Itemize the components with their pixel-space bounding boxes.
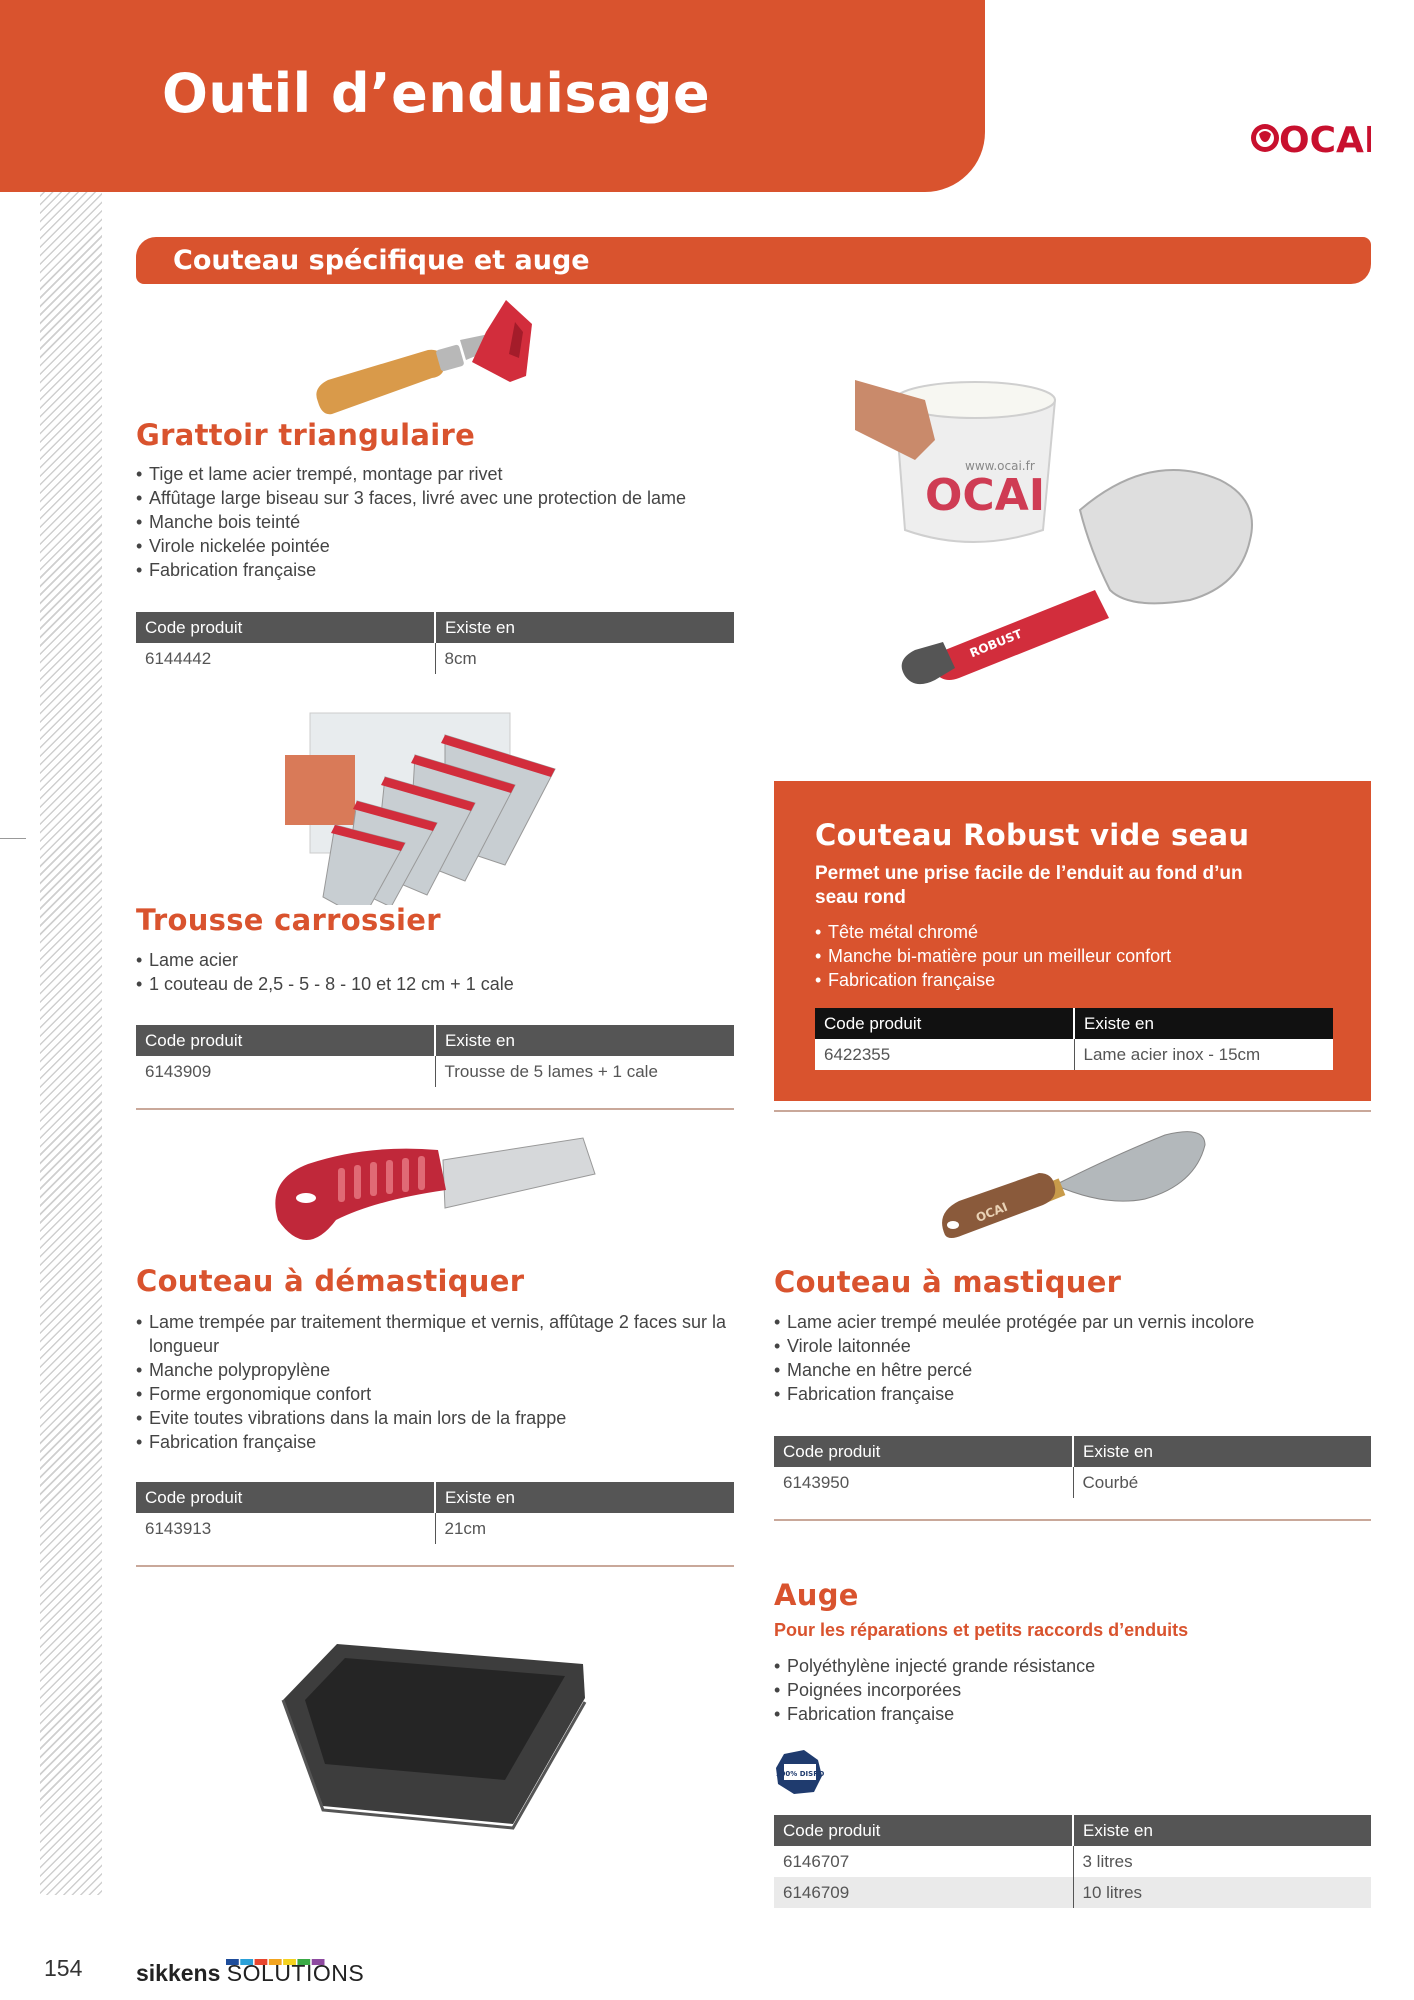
feature-item: • Lame acier [136,948,736,972]
existe-header: Existe en [1073,1815,1371,1846]
code-header: Code produit [774,1436,1073,1467]
feature-item: • Fabrication française [774,1382,1374,1406]
trousse-image [285,705,585,905]
robust-image [855,350,1265,720]
product-size: 10 litres [1073,1877,1371,1908]
table-row [774,1846,1371,1877]
mastiquer-table [774,1436,1371,1498]
divider [774,1519,1371,1521]
table-header-row [136,1482,734,1513]
existe-header: Existe en [435,1025,734,1056]
auge-features [774,1654,1374,1726]
code-header: Code produit [136,1482,435,1513]
product-size: 21cm [444,1518,487,1538]
product-size: Courbé [1082,1472,1139,1492]
product-code: 6144442 [136,643,435,674]
grattoir-table [136,612,734,674]
trousse-features [136,948,736,996]
product-size: 3 litres [1082,1851,1133,1871]
feature-item: • Poignées incorporées [774,1678,1374,1702]
auge-title: Auge [774,1578,859,1612]
feature-item: • Fabrication française [136,558,736,582]
existe-header: Existe en [435,612,734,643]
auge-image [275,1638,595,1838]
table-row [774,1467,1371,1498]
feature-item: • Virole laitonnée [774,1334,1374,1358]
code-header: Code produit [815,1008,1074,1039]
divider [136,1565,734,1567]
table-header-row [774,1815,1371,1846]
table-row [136,1513,734,1544]
mastiquer-handle-label: OCAI [973,1199,1010,1225]
decorative-stripes [40,0,102,1895]
existe-header: Existe en [1074,1008,1333,1039]
auge-subtitle: Pour les réparations et petits raccords d’enduits [774,1620,1189,1640]
table-header-row [815,1008,1333,1039]
robust-table [815,1008,1333,1070]
product-code: 6143913 [136,1513,435,1544]
footer-brand [136,1960,364,1987]
demastiquer-table [136,1482,734,1544]
mastiquer-image [935,1125,1215,1255]
robust-handle-label: ROBUST [967,626,1025,661]
feature-item: • 1 couteau de 2,5 - 5 - 8 - 10 et 12 cm + 1 cale [136,972,736,996]
solutions-wordmark: SOLUTIONS [226,1960,365,1986]
bucket-url: www.ocai.fr [965,459,1035,473]
feature-item: • Lame trempée par traitement thermique et vernis, affûtage 2 faces sur la longueur [136,1310,736,1358]
demastiquer-features [136,1310,736,1454]
product-size: 8cm [444,648,477,668]
france-dispo-badge [774,1748,824,1796]
product-code: 6143950 [774,1467,1073,1498]
feature-item: • Manche en hêtre percé [774,1358,1374,1382]
product-code: 6146709 [774,1877,1073,1908]
feature-item: • Lame acier trempé meulée protégée par un vernis incolore [774,1310,1374,1334]
robust-features [815,920,1335,992]
feature-item: • Virole nickelée pointée [136,534,736,558]
existe-header: Existe en [1073,1436,1371,1467]
feature-item: • Polyéthylène injecté grande résistance [774,1654,1374,1678]
feature-item: • Fabrication française [815,968,1335,992]
feature-item: • Tige et lame acier trempé, montage par rivet [136,462,736,486]
grattoir-features [136,462,736,582]
table-row [136,643,734,674]
code-header: Code produit [136,612,435,643]
product-code: 6143909 [136,1056,435,1087]
demastiquer-title: Couteau à démastiquer [136,1264,525,1298]
code-header: Code produit [774,1815,1073,1846]
mastiquer-features [774,1310,1374,1406]
divider [774,1110,1371,1112]
demastiquer-image [268,1120,603,1260]
page-title: Outil d’enduisage [162,62,711,125]
table-row [815,1039,1333,1070]
auge-table [774,1815,1371,1908]
code-header: Code produit [136,1025,435,1056]
side-tick [0,838,26,839]
robust-subtitle: Permet une prise facile de l’enduit au fond d’un seau rond [815,863,1243,908]
page-number: 154 [44,1955,83,1981]
feature-item: • Manche polypropylène [136,1358,736,1382]
section-title: Couteau spécifique et auge [173,245,590,276]
feature-item: • Fabrication française [774,1702,1374,1726]
feature-item: • Manche bi-matière pour un meilleur confort [815,944,1335,968]
brand-color-bar [226,1952,326,1958]
table-row [774,1877,1371,1908]
product-size: Lame acier inox - 15cm [1074,1039,1333,1070]
feature-item: • Manche bois teinté [136,510,736,534]
divider [136,1108,734,1110]
table-row [136,1056,734,1087]
feature-item: • Affûtage large biseau sur 3 faces, livré avec une protection de lame [136,486,736,510]
product-code: 6146707 [774,1846,1073,1877]
feature-item: • Tête métal chromé [815,920,1335,944]
trousse-title: Trousse carrossier [136,903,441,937]
product-size: Trousse de 5 lames + 1 cale [444,1061,658,1081]
existe-header: Existe en [435,1482,734,1513]
table-header-row [774,1436,1371,1467]
mastiquer-title: Couteau à mastiquer [774,1265,1122,1299]
table-header-row [136,612,734,643]
ocai-logo [1245,112,1371,160]
logo-text: OCAI [1279,120,1371,160]
grattoir-image [310,292,560,422]
feature-item: • Evite toutes vibrations dans la main lors de la frappe [136,1406,736,1430]
trousse-table [136,1025,734,1087]
product-code: 6422355 [815,1039,1074,1070]
robust-title: Couteau Robust vide seau [815,818,1250,852]
bucket-logo: OCAI [925,470,1046,521]
sikkens-wordmark: sikkens [136,1960,221,1986]
grattoir-title: Grattoir triangulaire [136,418,476,452]
feature-item: • Forme ergonomique confort [136,1382,736,1406]
dispo-text: 100% DISPO [775,1770,824,1778]
feature-item: • Fabrication française [136,1430,736,1454]
table-header-row [136,1025,734,1056]
